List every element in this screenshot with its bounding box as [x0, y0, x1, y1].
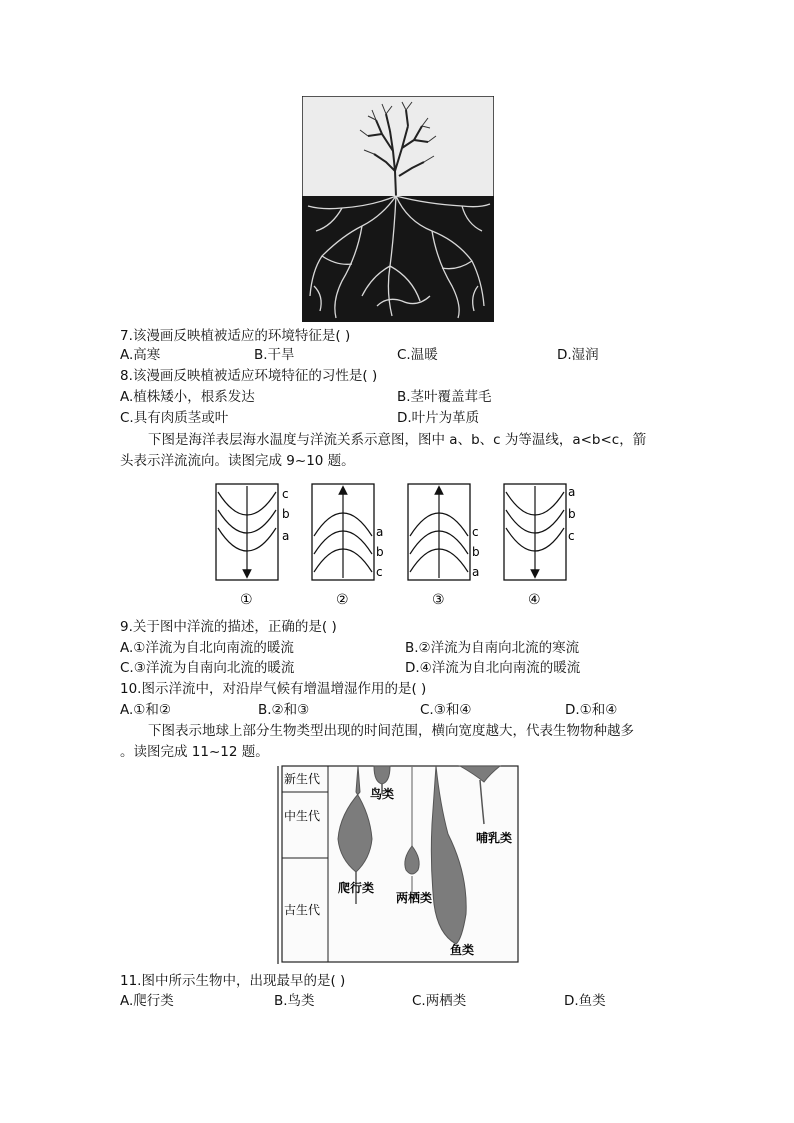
ocean-panel-2-number: ②: [336, 592, 349, 608]
label-fish: 鱼类: [450, 943, 475, 957]
ocean-panel-3-label-3: a: [472, 565, 480, 579]
q10-option-a: A.①和②: [120, 702, 171, 718]
ocean-panel-1-label-1: c: [282, 487, 289, 501]
ocean-panel-1-label-2: b: [282, 507, 290, 521]
era-label-mesozoic: 中生代: [284, 809, 321, 823]
ocean-panel-1-number: ①: [240, 592, 253, 608]
era-label-paleozoic: 古生代: [284, 903, 321, 917]
ocean-panel-2-label-3: c: [376, 565, 383, 579]
ocean-panel-1: [216, 484, 290, 608]
q11-option-b: B.鸟类: [274, 993, 315, 1009]
q8-stem: 8.该漫画反映植被适应环境特征的习性是( ): [120, 368, 378, 384]
ocean-panel-4: [504, 484, 576, 608]
q8-option-d: D.叶片为革质: [397, 410, 480, 426]
ocean-panel-4-label-3: c: [568, 529, 575, 543]
ocean-panel-4-label-1: a: [568, 485, 576, 499]
q7-stem: 7.该漫画反映植被适应的环境特征是( ): [120, 328, 351, 344]
ocean-panel-3: [408, 484, 480, 608]
label-reptiles: 爬行类: [338, 881, 375, 895]
label-mammals: 哺乳类: [476, 831, 513, 845]
ocean-panel-1-label-3: a: [282, 529, 290, 543]
q9-option-d: D.④洋流为自北向南流的暖流: [405, 660, 581, 676]
q10-stem: 10.图示洋流中，对沿岸气候有增温增湿作用的是( ): [120, 681, 427, 697]
q7-option-b: B.干旱: [254, 347, 295, 363]
ocean-panel-4-number: ④: [528, 592, 541, 608]
label-amphibians: 两栖类: [396, 891, 433, 905]
q8-option-b: B.茎叶覆盖茸毛: [397, 389, 492, 405]
q10-option-b: B.②和③: [258, 702, 310, 718]
q9-option-c: C.③洋流为自南向北流的暖流: [120, 660, 295, 676]
era-label-cenozoic: 新生代: [284, 772, 321, 786]
q9-option-b: B.②洋流为自南向北流的寒流: [405, 640, 580, 656]
intro-bio-line2: 。读图完成 11~12 题。: [120, 744, 269, 760]
ocean-panel-2: [312, 484, 384, 608]
intro-ocean-line2: 头表示洋流流向。读图完成 9~10 题。: [120, 453, 355, 469]
q11-option-c: C.两栖类: [412, 993, 467, 1009]
q9-stem: 9.关于图中洋流的描述，正确的是( ): [120, 619, 337, 635]
tree-roots-cartoon: [302, 96, 494, 322]
q8-option-a: A.植株矮小，根系发达: [120, 389, 255, 405]
q11-stem: 11.图中所示生物中，出现最早的是( ): [120, 973, 346, 989]
ocean-panel-4-label-2: b: [568, 507, 576, 521]
q10-option-c: C.③和④: [420, 702, 472, 718]
q11-option-d: D.鱼类: [564, 993, 606, 1009]
q7-option-c: C.温暖: [397, 347, 438, 363]
ocean-current-diagram: [212, 476, 584, 612]
q9-option-a: A.①洋流为自北向南流的暖流: [120, 640, 294, 656]
q8-option-c: C.具有肉质茎或叶: [120, 410, 229, 426]
ocean-panel-2-label-2: b: [376, 545, 384, 559]
ocean-panel-2-label-1: a: [376, 525, 384, 539]
q11-option-a: A.爬行类: [120, 993, 174, 1009]
q7-option-a: A.高寒: [120, 347, 161, 363]
intro-ocean-line1: 下图是海洋表层海水温度与洋流关系示意图，图中 a、b、c 为等温线，a<b<c，箭: [148, 432, 647, 448]
ocean-panel-3-label-1: c: [472, 525, 479, 539]
ocean-panel-3-label-2: b: [472, 545, 480, 559]
q7-option-d: D.湿润: [557, 347, 599, 363]
intro-bio-line1: 下图表示地球上部分生物类型出现的时间范围，横向宽度越大，代表生物物种越多: [148, 723, 634, 739]
q10-option-d: D.①和④: [565, 702, 618, 718]
label-birds: 鸟类: [370, 787, 395, 801]
ocean-panel-3-number: ③: [432, 592, 445, 608]
organism-time-range-chart: [270, 764, 522, 968]
